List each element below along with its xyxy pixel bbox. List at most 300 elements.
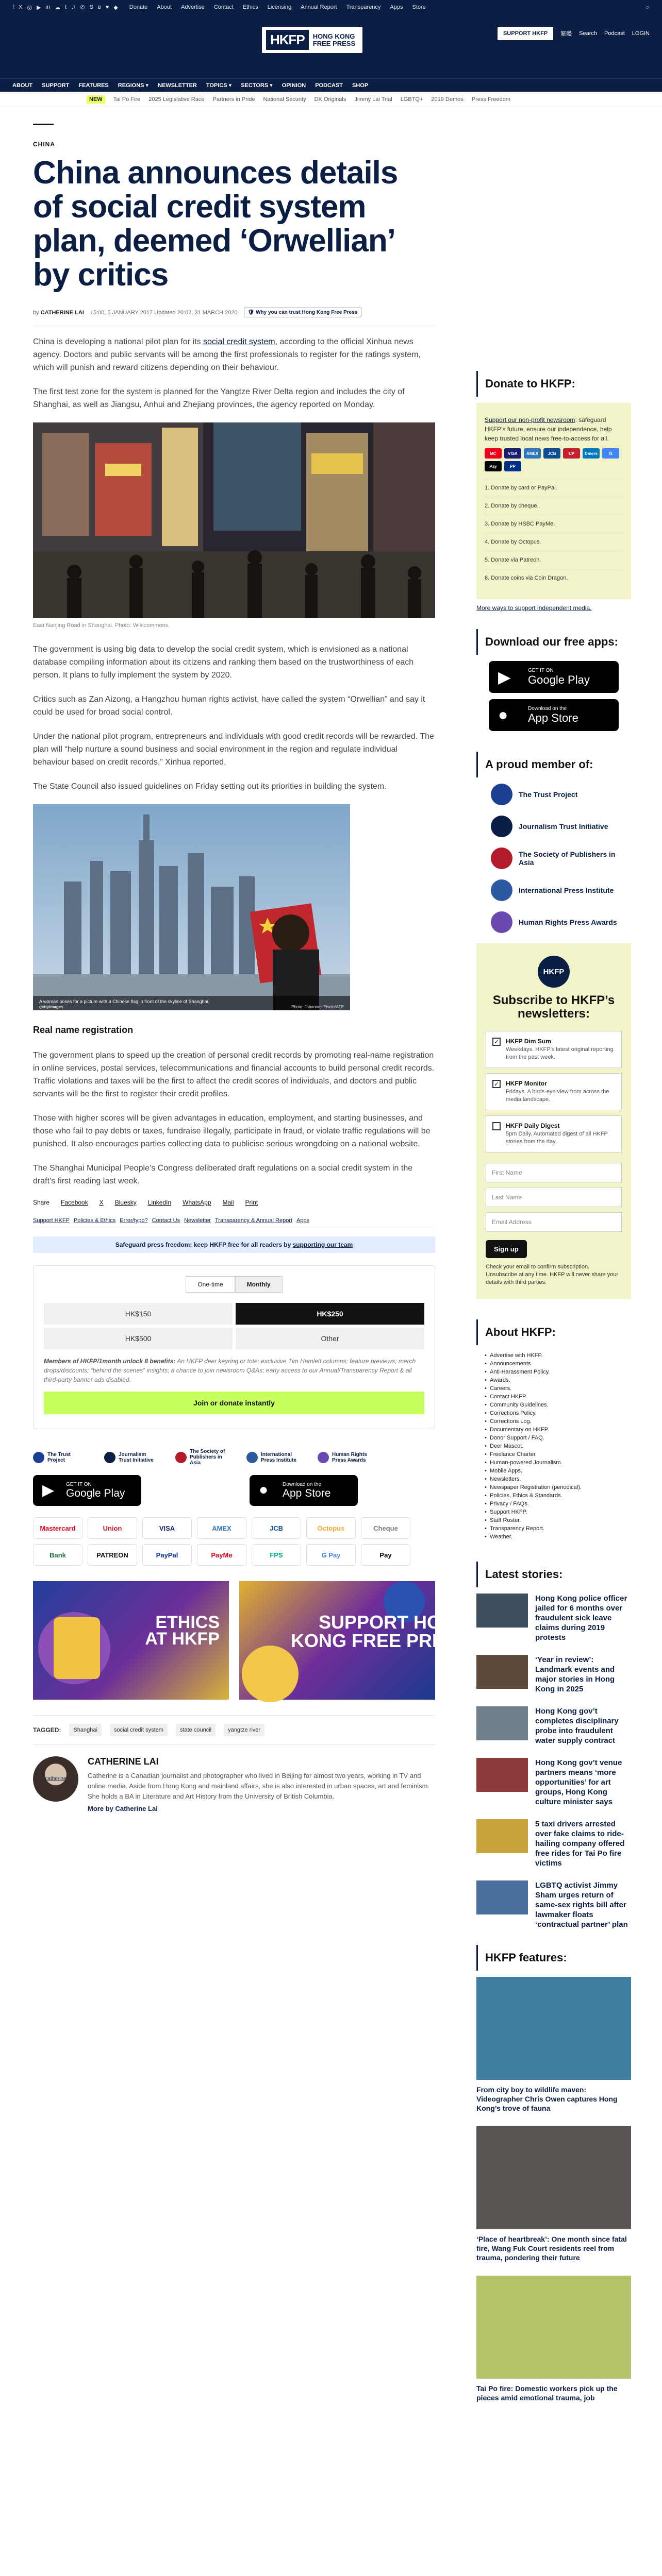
about-link[interactable]: • Donor Support / FAQ.: [485, 1434, 631, 1442]
nanjing-road-photo: [33, 422, 435, 618]
newsletter-heading: Subscribe to HKFP’s newsletters:: [492, 993, 615, 1021]
donate-options: [485, 479, 623, 587]
partner-emblem-icon: [246, 1452, 258, 1463]
story-title[interactable]: LGBTQ activist Jimmy Sham urges return of same-sex rights bill after lawmaker floats ‘contractual partner’ plan: [535, 1881, 628, 1929]
footer-link[interactable]: Apps: [296, 1217, 310, 1224]
about-link[interactable]: • Community Guidelines.: [485, 1401, 631, 1409]
about-link[interactable]: • Weather.: [485, 1533, 631, 1541]
note-body: An HKFP deer keyring or tote; exclusive Tim Hamlett columns; feature previews; merch drops/discounts; “behind the scenes” insights; a chance to join newsroom Q&As; early access to our Annual/Transparency Report & all third-party banner ads disabled.: [44, 1358, 416, 1383]
payment-logo: VISA: [142, 1517, 192, 1539]
about-link[interactable]: • Newspaper Registration (periodical).: [485, 1483, 631, 1492]
member-name: The Trust Project: [519, 790, 578, 799]
apple-icon: ●: [498, 705, 508, 724]
social-icon[interactable]: t: [65, 4, 67, 10]
partner-logo[interactable]: [33, 1452, 89, 1463]
footer-link[interactable]: Error/typo?: [120, 1217, 148, 1224]
newsletter-option[interactable]: [486, 1031, 622, 1068]
feature-title[interactable]: From city boy to wildlife maven: Videographer Chris Owen captures Hong Kong’s trove of fauna: [476, 2086, 618, 2112]
first-name-field[interactable]: First Name: [486, 1163, 622, 1182]
latest-story[interactable]: [476, 1758, 631, 1807]
trending-link[interactable]: National Security: [263, 96, 306, 103]
social-icon[interactable]: ◆: [113, 4, 118, 11]
logo-name: HONG KONG FREE PRESS: [312, 32, 356, 47]
payment-logo: G Pay: [306, 1544, 356, 1566]
utility-links: [129, 4, 426, 10]
card-logo: UP: [563, 448, 580, 459]
nav-item[interactable]: SHOP: [352, 82, 369, 89]
support-newsroom-link[interactable]: Support our non-profit newsroom: [485, 416, 575, 423]
donate-option[interactable]: 2. Donate by cheque.: [485, 497, 623, 515]
tag-list: [33, 1715, 435, 1745]
social-icon[interactable]: ✆: [80, 4, 85, 11]
support-banner: [33, 1236, 435, 1253]
amount-other[interactable]: Other: [236, 1328, 424, 1349]
story-thumbnail[interactable]: [476, 1706, 528, 1740]
article-footer-links: [33, 1217, 435, 1228]
paragraph: The government is using big data to develop the social credit system, which is envisioned as a national database compiling information about its citizens and ranking them based on the trustworthiness of each person. It plans to fully implement the system by 2020.: [33, 645, 414, 680]
social-icon[interactable]: S: [89, 4, 93, 10]
nav-item[interactable]: SUPPORT: [42, 82, 70, 89]
partner-logo[interactable]: [175, 1449, 231, 1466]
new-badge: NEW: [87, 95, 105, 104]
member-logo[interactable]: [491, 911, 631, 933]
feature-story[interactable]: [476, 2126, 631, 2262]
about-link[interactable]: • Policies, Ethics & Standards.: [485, 1492, 631, 1500]
about-link[interactable]: • Announcements.: [485, 1360, 631, 1368]
member-heading: A proud member of:: [476, 752, 631, 777]
amount-250[interactable]: HK$250: [236, 1303, 424, 1325]
utility-link[interactable]: Advertise: [181, 4, 205, 10]
shanghai-skyline-photo: [33, 804, 350, 1010]
social-icon[interactable]: in: [45, 4, 51, 10]
card-logo: MC: [485, 448, 502, 459]
site-logo[interactable]: [262, 27, 362, 53]
payment-logo: AMEX: [197, 1517, 246, 1539]
feature-image[interactable]: [476, 2126, 631, 2229]
about-heading: About HKFP:: [476, 1319, 631, 1345]
nav-item[interactable]: REGIONS ▾: [118, 82, 149, 89]
member-name: Journalism Trust Initiative: [519, 822, 608, 831]
gp-small: GET IT ON: [528, 667, 554, 673]
card-logo: AMEX: [524, 448, 541, 459]
trending-link[interactable]: Jimmy Lai Trial: [354, 96, 392, 103]
section-heading: Real name registration: [33, 1025, 134, 1035]
more-by-author-link[interactable]: More by Catherine Lai: [88, 1805, 158, 1812]
article-title: China announces details of social credit system plan, deemed ‘Orwellian’ by critics: [33, 155, 398, 293]
support-hkfp-button[interactable]: SUPPORT HKFP: [498, 27, 553, 40]
about-link[interactable]: • Mobile Apps.: [485, 1467, 631, 1475]
as-small: Download on the: [528, 705, 567, 711]
text: China is developing a national pilot plan for its: [33, 337, 203, 346]
member-emblem-icon: [491, 879, 512, 901]
partner-logos: [33, 1449, 435, 1466]
member-logo[interactable]: [491, 879, 631, 901]
latest-story[interactable]: [476, 1819, 631, 1868]
nav-item[interactable]: OPINION: [282, 82, 306, 89]
sidebar: [476, 371, 631, 2416]
partner-logo[interactable]: [318, 1452, 373, 1463]
feature-image[interactable]: [476, 2276, 631, 2379]
signup-button[interactable]: Sign up: [486, 1240, 527, 1258]
payment-methods: [33, 1517, 435, 1566]
about-link[interactable]: • Documentary on HKFP.: [485, 1426, 631, 1434]
story-title[interactable]: Hong Kong gov’t venue partners means ‘more opportunities’ for art groups, Hong Kong culture minister says: [535, 1758, 622, 1806]
trending-link[interactable]: Partners in Pride: [212, 96, 255, 103]
trending-link[interactable]: Tai Po Fire: [113, 96, 141, 103]
trending-link[interactable]: 2019 Demos: [431, 96, 464, 103]
last-name-field[interactable]: Last Name: [486, 1188, 622, 1207]
google-big: Google Play: [66, 1487, 125, 1499]
card-logo: JCB: [543, 448, 560, 459]
latest-story[interactable]: [476, 1880, 631, 1929]
about-link[interactable]: • Advertise with HKFP.: [485, 1351, 631, 1360]
member-logo[interactable]: [491, 848, 631, 869]
latest-story[interactable]: [476, 1706, 631, 1745]
about-link[interactable]: • Contact HKFP.: [485, 1393, 631, 1401]
figure-nanjing-road: [33, 422, 435, 629]
partner-logo[interactable]: [104, 1452, 160, 1463]
social-icon[interactable]: ʙ: [97, 4, 101, 10]
logo-mark: HKFP: [266, 30, 309, 50]
social-icons: [12, 4, 118, 11]
footer-link[interactable]: Newsletter: [184, 1217, 211, 1224]
publish-dates: 15:00, 5 JANUARY 2017 Updated 20:02, 31 MARCH 2020: [90, 309, 238, 316]
partner-emblem-icon: [33, 1452, 44, 1463]
feature-title[interactable]: ‘Place of heartbreak’: One month since fatal fire, Wang Fuk Court residents reel from trauma, pondering their future: [476, 2235, 627, 2262]
share-link[interactable]: X: [99, 1199, 104, 1206]
paragraph: Under the national pilot program, entrepreneurs and individuals with good credit records will be rewarded. The plan will “help nurture a sound business and social environment in the region and regulate individual behaviour based on credit records,” Xinhua reported.: [33, 732, 434, 767]
member-emblem-icon: [491, 816, 512, 837]
photo-credit: Photo: Johannes Eisele/AFP: [291, 1005, 344, 1009]
article: [33, 124, 470, 1814]
tagged-label: TAGGED:: [33, 1726, 61, 1734]
share-link[interactable]: Mail: [222, 1199, 234, 1206]
utility-link[interactable]: Ethics: [242, 4, 258, 10]
amount-150[interactable]: HK$150: [44, 1303, 233, 1325]
support-banner-promo[interactable]: [239, 1581, 470, 1700]
social-icon[interactable]: X: [19, 4, 23, 10]
payment-logo: PayMe: [197, 1544, 246, 1566]
nav-item[interactable]: PODCAST: [315, 82, 343, 89]
frequency-tabs: [44, 1276, 424, 1293]
photo-caption: East Nanjing Road in Shanghai. Photo: Wikicommons.: [33, 622, 170, 629]
trending-link[interactable]: 2025 Legislative Race: [148, 96, 205, 103]
support-text: Safeguard press freedom; keep HKFP free for all readers by: [115, 1241, 293, 1248]
utility-link[interactable]: Store: [412, 4, 426, 10]
payment-logo: Octopus: [306, 1517, 356, 1539]
search-link[interactable]: Search: [579, 30, 598, 37]
tag-link[interactable]: Shanghai: [69, 1724, 102, 1736]
nav-item[interactable]: SECTORS ▾: [241, 82, 273, 89]
features-heading: HKFP features:: [476, 1945, 631, 1971]
payment-logo: Cheque: [361, 1517, 410, 1539]
partner-emblem-icon: [175, 1452, 187, 1463]
google-play-icon: ▶: [498, 668, 511, 686]
story-thumbnail[interactable]: [476, 1819, 528, 1853]
donation-widget: [33, 1265, 435, 1429]
donate-heading: Donate to HKFP:: [476, 371, 631, 397]
trust-button[interactable]: [244, 308, 362, 317]
nav-item[interactable]: FEATURES: [78, 82, 109, 89]
donate-intro: [485, 415, 623, 443]
note-title: Members of HKFP/1month unlock 8 benefits:: [44, 1358, 176, 1365]
share-link[interactable]: Facebook: [61, 1199, 88, 1206]
tab-monthly[interactable]: Monthly: [235, 1276, 283, 1293]
trending-link[interactable]: LGBTQ+: [400, 96, 423, 103]
about-link[interactable]: • Awards.: [485, 1376, 631, 1384]
newsletter-text: [506, 1038, 615, 1061]
tab-one-time[interactable]: One-time: [186, 1276, 235, 1293]
paragraph: [33, 335, 435, 374]
signup-note: Check your email to confirm subscription. Unsubscribe at any time. HKFP will never share your details with third parties.: [486, 1264, 619, 1285]
social-icon[interactable]: f: [12, 4, 14, 10]
payment-logo: FPS: [252, 1544, 301, 1566]
donate-option[interactable]: 4. Donate by Octopus.: [485, 533, 623, 551]
masthead: [0, 14, 662, 78]
story-thumbnail[interactable]: [476, 1758, 528, 1792]
story-thumbnail[interactable]: [476, 1655, 528, 1689]
member-emblem-icon: [491, 848, 512, 869]
newsletter-desc: Weekdays. HKFP’s latest original reporting from the past week.: [506, 1046, 614, 1060]
email-field[interactable]: Email Address: [486, 1212, 622, 1232]
footer-link[interactable]: Policies & Ethics: [73, 1217, 116, 1224]
tag-link[interactable]: state council: [176, 1724, 216, 1736]
trending-bar: [0, 92, 662, 107]
feature-story[interactable]: [476, 1977, 631, 2113]
footer-link[interactable]: Transparency & Annual Report: [215, 1217, 293, 1224]
newsletter-options: [486, 1031, 622, 1153]
newsletter-option[interactable]: [486, 1115, 622, 1153]
social-icon[interactable]: ♫: [71, 4, 76, 10]
payment-logo: Pay: [361, 1544, 410, 1566]
member-logos: [476, 784, 631, 933]
member-name: International Press Institute: [519, 886, 614, 894]
share-link[interactable]: Print: [245, 1199, 258, 1206]
author-avatar[interactable]: [33, 1756, 78, 1802]
utility-link[interactable]: Transparency: [346, 4, 381, 10]
ethics-banner-title: ETHICS AT HKFP: [145, 1613, 220, 1649]
by-label: by: [33, 309, 39, 316]
trending-link[interactable]: Press Freedom: [471, 96, 510, 103]
partner-emblem-icon: [318, 1452, 329, 1463]
newsletter-checkbox[interactable]: [492, 1122, 501, 1130]
donate-option[interactable]: 5. Donate via Patreon.: [485, 551, 623, 569]
member-emblem-icon: [491, 911, 512, 933]
share-link[interactable]: WhatsApp: [183, 1199, 211, 1206]
social-icon[interactable]: ☁: [55, 4, 61, 11]
trending-link[interactable]: DK Originals: [314, 96, 346, 103]
getty-logo: gettyimages: [39, 1005, 63, 1009]
about-link[interactable]: • Transparency Report.: [485, 1524, 631, 1533]
partner-emblem-icon: [104, 1452, 115, 1463]
about-link[interactable]: • Careers.: [485, 1384, 631, 1393]
gp-big: Google Play: [528, 673, 590, 686]
partner-name: The Trust Project: [47, 1451, 71, 1463]
about-link[interactable]: • Human-powered Journalism.: [485, 1459, 631, 1467]
share-label: Share: [33, 1199, 50, 1206]
apple-icon: ●: [259, 1481, 269, 1498]
about-links: [476, 1351, 631, 1541]
member-logo[interactable]: [491, 816, 631, 837]
feature-image[interactable]: [476, 1977, 631, 2080]
article-category[interactable]: CHINA: [33, 141, 55, 148]
about-link[interactable]: • Privacy / FAQs.: [485, 1500, 631, 1508]
footer-link[interactable]: Contact Us: [152, 1217, 180, 1224]
about-link[interactable]: • Newsletters.: [485, 1475, 631, 1483]
latest-story[interactable]: [476, 1655, 631, 1694]
utility-link[interactable]: Annual Report: [301, 4, 337, 10]
social-credit-link[interactable]: social credit system: [203, 337, 275, 346]
newsletter-desc: 5pm Daily. Automated digest of all HKFP stories from the day.: [506, 1131, 608, 1145]
share-link[interactable]: Bluesky: [114, 1199, 137, 1206]
as-big: App Store: [528, 711, 578, 724]
payment-logo: JCB: [252, 1517, 301, 1539]
search-icon[interactable]: ⌕: [646, 3, 650, 11]
paragraph: The first test zone for the system is planned for the Yangtze River Delta region and includes the city of Shanghai, as well as Jiangsu, Anhui and Zhejiang provinces, the agency reported on Monday.: [33, 387, 405, 409]
card-logo: VISA: [504, 448, 521, 459]
podcast-link[interactable]: Podcast: [604, 30, 625, 37]
promo-banners: [33, 1581, 470, 1700]
about-link[interactable]: • Corrections Policy.: [485, 1409, 631, 1417]
newsletter-desc: Fridays. A birds-eye view from across the media landscape.: [506, 1089, 609, 1103]
newsletter-option[interactable]: [486, 1073, 622, 1110]
feature-title[interactable]: Tai Po fire: Domestic workers pick up the pieces amid emotional trauma, job: [476, 2384, 618, 2402]
latest-story[interactable]: [476, 1594, 631, 1642]
partner-name: Human Rights Press Awards: [332, 1451, 367, 1463]
amount-options: [44, 1303, 424, 1349]
sidebar-google-play[interactable]: [489, 661, 619, 693]
tag-link[interactable]: social credit system: [110, 1724, 168, 1736]
feature-stories: [476, 1977, 631, 2402]
newsletter-checkbox[interactable]: ✓: [492, 1038, 501, 1046]
about-link[interactable]: • Freelance Charter.: [485, 1450, 631, 1459]
about-link[interactable]: • Anti-Harassment Policy.: [485, 1368, 631, 1376]
more-ways-link[interactable]: More ways to support independent media.: [476, 604, 592, 612]
author-name[interactable]: CATHERINE LAI: [88, 1756, 159, 1767]
partner-logo[interactable]: [246, 1452, 302, 1463]
utility-link[interactable]: Apps: [390, 4, 403, 10]
social-icon[interactable]: ♥: [105, 4, 109, 10]
trust-label: Why you can trust Hong Kong Free Press: [256, 310, 358, 315]
donate-option[interactable]: 6. Donate coins via Coin Dragon.: [485, 569, 623, 587]
donate-intro-text: : safeguard HKFP’s future, ensure our independence, help keep trusted local news free-to-access for all.: [485, 416, 612, 442]
google-play-button[interactable]: [33, 1475, 141, 1506]
membership-note: [44, 1357, 424, 1384]
language-link[interactable]: 繁體: [560, 31, 572, 37]
feature-story[interactable]: [476, 2276, 631, 2402]
apps-heading: Download our free apps:: [476, 629, 631, 655]
byline: [33, 308, 435, 317]
card-logo: G: [602, 448, 619, 459]
sidebar-app-store[interactable]: [489, 699, 619, 731]
social-icon[interactable]: ◎: [27, 4, 32, 11]
story-title[interactable]: Hong Kong police officer jailed for 6 months over fraudulent sick leave claims during 2019 protests: [535, 1594, 627, 1642]
app-store-button[interactable]: [250, 1475, 358, 1506]
support-link[interactable]: supporting our team: [292, 1241, 353, 1248]
google-small: GET IT ON: [66, 1481, 92, 1487]
payment-logo: PayPal: [142, 1544, 192, 1566]
shield-icon: 🛡: [247, 310, 255, 315]
about-link[interactable]: • Support HKFP.: [485, 1508, 631, 1516]
story-thumbnail[interactable]: [476, 1594, 528, 1628]
payment-logo: Mastercard: [33, 1517, 82, 1539]
card-logo: Pay: [485, 461, 502, 471]
newsletter-signup: [476, 943, 631, 1299]
overlay-caption: A woman poses for a picture with a Chinese flag in front of the skyline of Shanghai.: [39, 999, 210, 1004]
hkfp-badge: HKFP: [538, 956, 570, 988]
member-emblem-icon: [491, 784, 512, 805]
paragraph: The Shanghai Municipal People’s Congress deliberated draft regulations on a social credit system in the draft’s first reading last week.: [33, 1164, 413, 1185]
partner-name: The Society of Publishers in Asia: [190, 1449, 225, 1466]
join-donate-button[interactable]: Join or donate instantly: [44, 1392, 424, 1414]
about-link[interactable]: • Corrections Log.: [485, 1417, 631, 1426]
payment-logo: Bank: [33, 1544, 82, 1566]
tag-link[interactable]: yangtze river: [224, 1724, 264, 1736]
paragraph: The government plans to speed up the creation of personal credit records by promoting real-name registration in online services, postal services, telecommunications and financial accounts to build personal credit records. Traffic violations and taxes will be the first to affect the credit scores of individuals, and doctors and public servants will be the first to register their credit profiles.: [33, 1051, 435, 1098]
partner-name: International Press Institute: [261, 1451, 296, 1463]
share-bar: [33, 1199, 435, 1206]
newsletter-text: [506, 1080, 615, 1104]
main-navigation: [0, 78, 662, 92]
card-logos: [485, 448, 623, 471]
latest-heading: Latest stories:: [476, 1562, 631, 1587]
member-logo[interactable]: [491, 784, 631, 805]
support-banner-title: SUPPORT HONG KONG FREE PRESS: [291, 1612, 470, 1651]
paragraph: The State Council also issued guidelines on Friday setting out its priorities in building the system.: [33, 782, 387, 791]
image-caption-overlay: [39, 999, 209, 1004]
utility-link[interactable]: Donate: [129, 4, 148, 10]
app-buttons: [33, 1475, 435, 1506]
story-title[interactable]: Hong Kong gov’t completes disciplinary probe into fraudulent water supply contract: [535, 1707, 619, 1745]
member-name: Human Rights Press Awards: [519, 918, 617, 926]
footer-link[interactable]: Support HKFP: [33, 1217, 70, 1224]
author-description: Catherine is a Canadian journalist and photographer who lived in Beijing for almost two years, working in TV and online media. Aside from Hong Kong and mainland affairs, she is also interested in urban spaces, art and feminism. She holds a BA in Literature and Art History from the University of British Columbia.: [88, 1772, 430, 1800]
about-link[interactable]: • Deer Mascot.: [485, 1442, 631, 1450]
apple-big: App Store: [283, 1487, 331, 1499]
text: , according to the official Xinhua news agency. Doctors and public servants will be among the first professionals to register for the ratings system, which will punish and reward citizens depending on their behaviour.: [33, 337, 421, 372]
utility-link[interactable]: Contact: [213, 4, 234, 10]
avatar-alt: catherine: [45, 1776, 67, 1782]
latest-stories: [476, 1594, 631, 1929]
social-icon[interactable]: ▶: [37, 4, 41, 11]
story-thumbnail[interactable]: [476, 1880, 528, 1914]
card-logo: PP: [504, 461, 521, 471]
about-link[interactable]: • Staff Roster.: [485, 1516, 631, 1524]
story-title[interactable]: ‘Year in review’: Landmark events and major stories in Hong Kong in 2025: [535, 1655, 615, 1693]
member-name: The Society of Publishers in Asia: [519, 850, 616, 867]
newsletter-checkbox[interactable]: ✓: [492, 1080, 501, 1088]
card-logo: Diners: [583, 448, 600, 459]
utility-link[interactable]: Licensing: [267, 4, 292, 10]
nav-item[interactable]: ABOUT: [12, 82, 33, 89]
donate-option[interactable]: 1. Donate by card or PayPal.: [485, 479, 623, 497]
author-link[interactable]: CATHERINE LAI: [40, 309, 84, 316]
nav-item[interactable]: NEWSLETTER: [158, 82, 197, 89]
partner-name: Journalism Trust Initiative: [119, 1451, 154, 1463]
newsletter-name: HKFP Daily Digest: [506, 1122, 560, 1129]
ethics-banner[interactable]: [33, 1581, 229, 1700]
newsletter-text: [506, 1122, 615, 1146]
newsletter-name: HKFP Dim Sum: [506, 1038, 551, 1045]
paragraph: Those with higher scores will be given advantages in education, employment, and starting businesses, and those who fail to pay debts or taxes, fundraise illegally, participate in fraud, or violate traffic regulations will be punished. It also encourages parties collecting data to publicise serious wrongdoing on a national website.: [33, 1114, 431, 1148]
story-title[interactable]: 5 taxi drivers arrested over fake claims to ride-hailing company offered free rides for Tai Po fire victims: [535, 1820, 625, 1868]
share-link[interactable]: LinkedIn: [147, 1199, 172, 1206]
amount-500[interactable]: HK$500: [44, 1328, 233, 1349]
donate-option[interactable]: 3. Donate by HSBC PayMe.: [485, 515, 623, 533]
utility-link[interactable]: About: [157, 4, 172, 10]
nav-item[interactable]: TOPICS ▾: [206, 82, 232, 89]
login-link[interactable]: LOGIN: [632, 30, 650, 37]
